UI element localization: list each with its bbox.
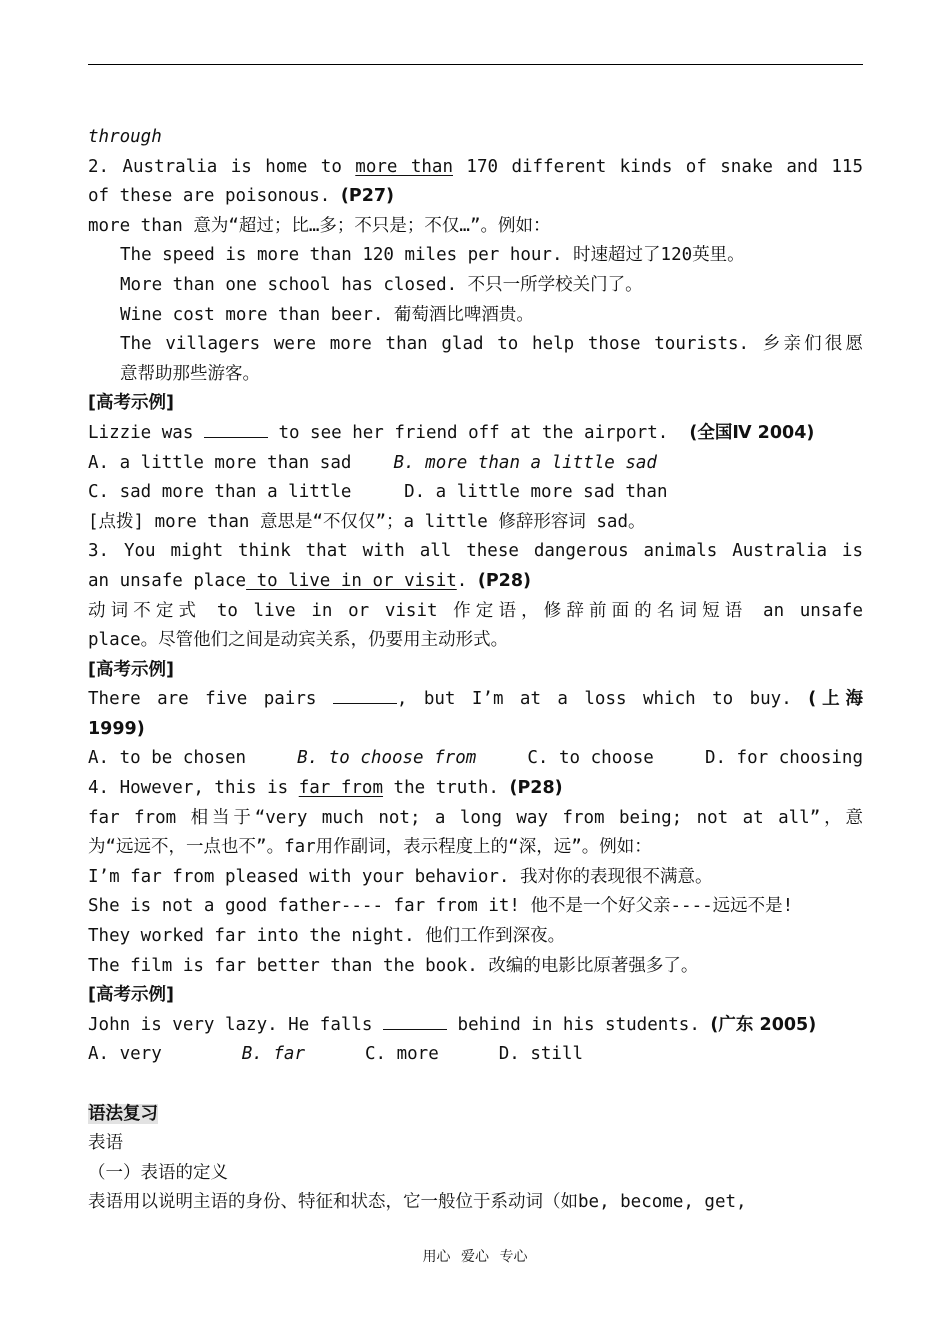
option: C. to choose: [527, 748, 654, 769]
text-span: an unsafe place: [88, 570, 247, 591]
text-span: of these are poisonous.: [88, 186, 341, 207]
blank-line: [88, 1070, 863, 1100]
text-span: 170 different kinds of snake and 115: [453, 156, 863, 177]
section-heading: [高考示例]: [88, 393, 174, 414]
options-line: [88, 744, 863, 774]
text-span: John is very lazy. He falls: [88, 1014, 384, 1035]
text-line: [88, 153, 863, 183]
question-line: [88, 1011, 863, 1041]
document-body: [88, 123, 863, 1218]
subheading: （一）表语的定义: [88, 1162, 228, 1183]
text-line: [88, 567, 863, 597]
answer-blank: [333, 685, 397, 704]
text-line: through: [88, 127, 162, 147]
options-line: [88, 1040, 863, 1070]
example-line: The villagers were more than glad to help those tourists. 乡亲们很愿: [120, 334, 863, 355]
text-span: 4. However, this is: [88, 778, 299, 799]
answer-blank: [383, 1011, 447, 1030]
example-line: The speed is more than 120 miles per hour. 时速超过了120英里。: [120, 245, 745, 266]
section-heading: [高考示例]: [88, 985, 174, 1006]
text-line: [点拨] more than 意思是“不仅仅”；a little 修辞形容词 sad。: [88, 511, 646, 532]
text-span: There are five pairs: [88, 689, 333, 710]
option: A. very: [88, 1044, 162, 1065]
option: A. a little more than sad: [88, 452, 394, 473]
text-line: [88, 1100, 863, 1130]
option-answer: B. more than a little sad: [393, 452, 657, 473]
page-ref: (P28): [477, 570, 532, 591]
options-line: C. sad more than a little D. a little more sad than: [88, 482, 668, 503]
underlined-phrase: to live in or visit: [246, 570, 457, 591]
text-line: more than 意为“超过；比…多；不只是；不仅…”。例如：: [88, 215, 551, 236]
text-line: 动词不定式 to live in or visit 作定语，修辞前面的名词短语 an unsafe: [88, 600, 863, 621]
text-span: 2. Australia is home to: [88, 156, 356, 177]
option: D. still: [498, 1044, 584, 1065]
example-line: I’m far from pleased with your behavior. 我对你的表现很不满意。: [88, 866, 713, 887]
source-tag: (广东 2005): [710, 1014, 817, 1035]
option-answer: B. far: [241, 1044, 305, 1065]
text-span: behind in his students.: [447, 1014, 711, 1035]
text-span: the truth.: [383, 778, 510, 799]
underlined-phrase: more than: [355, 156, 453, 177]
source-tag: (上海: [808, 689, 863, 710]
text-span: , but I’m at a loss which to buy.: [396, 689, 809, 710]
subheading: 表语: [88, 1133, 123, 1154]
option: C. more: [364, 1044, 439, 1065]
text-line: place。尽管他们之间是动宾关系，仍要用主动形式。: [88, 630, 509, 651]
example-line: They worked far into the night. 他们工作到深夜。: [88, 926, 566, 947]
example-line: She is not a good father---- far from it! 他不是一个好父亲----远远不是!: [88, 896, 794, 917]
text-line: 3. You might think that with all these dangerous animals Australia is: [88, 541, 863, 562]
option: D. for choosing: [704, 748, 863, 769]
source-tag: 1999): [88, 718, 145, 739]
underlined-phrase: far from: [298, 778, 384, 799]
example-line: 意帮助那些游客。: [120, 363, 260, 384]
grammar-review-heading: 语法复习: [88, 1103, 158, 1124]
example-line: The film is far better than the book. 改编的电影比原著强多了。: [88, 955, 699, 976]
page-ref: (P27): [340, 186, 395, 207]
example-line: More than one school has closed. 不只一所学校关门了。: [120, 274, 643, 295]
example-line: Wine cost more than beer. 葡萄酒比啤酒贵。: [120, 304, 534, 325]
option: A. to be chosen: [88, 748, 247, 769]
section-heading: [高考示例]: [88, 659, 174, 680]
text-span: to see her friend off at the airport.: [267, 422, 690, 443]
text-line: far from 相当于“very much not; a long way from being; not at all”，意: [88, 807, 863, 828]
text-line: 表语用以说明主语的身份、特征和状态，它一般位于系动词（如be, become, get,: [88, 1192, 747, 1213]
option-answer: B. to choose from: [297, 748, 477, 769]
question-line: [88, 685, 863, 715]
text-line: [88, 182, 863, 212]
header-rule: [88, 64, 863, 65]
text-span: .: [456, 570, 478, 591]
text-span: Lizzie was: [88, 422, 204, 443]
text-line: [88, 774, 863, 804]
options-line: [88, 449, 863, 479]
text-line: 为“远远不，一点也不”。far用作副词，表示程度上的“深，远”。例如：: [88, 837, 652, 858]
question-line: [88, 419, 863, 449]
page-ref: (P28): [509, 778, 563, 799]
answer-blank: [204, 419, 268, 438]
page-footer: 用心 爱心 专心: [422, 1249, 528, 1265]
source-tag: (全国Ⅳ 2004): [689, 422, 815, 443]
